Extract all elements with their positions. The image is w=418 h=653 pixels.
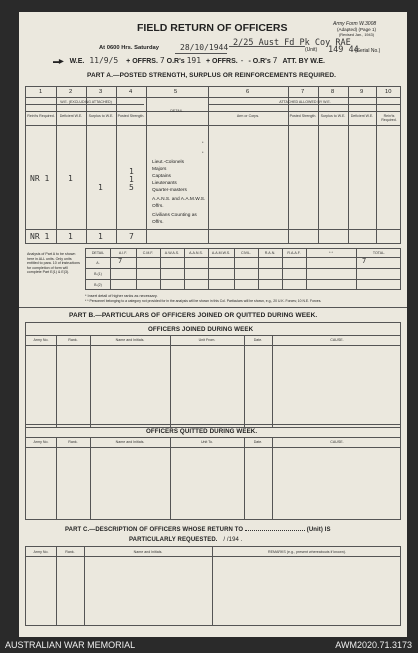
we-label: W.E.	[69, 58, 85, 65]
footer-left: AUSTRALIAN WAR MEMORIAL	[5, 640, 136, 650]
total-col2-value: 1	[68, 232, 73, 241]
part-c-header-remarks: REMARKS (e.g., present whereabouts if known).	[268, 550, 346, 554]
part-c-subtitle-text: PARTICULARLY REQUESTED.	[129, 537, 218, 543]
quitted-header-rank: Rank.	[68, 440, 78, 444]
total-col3-value: 1	[98, 232, 103, 241]
we-line	[53, 56, 325, 65]
quitted-table	[25, 424, 401, 520]
analysis-header-ran: R.A.N.	[264, 251, 276, 255]
date-handwritten: 28/10/1944	[180, 43, 229, 52]
detail-item: Majors	[152, 167, 167, 172]
joined-header-cause: CAUSE.	[330, 338, 344, 342]
or-label: O.R's	[166, 58, 185, 65]
footer-right: AWM2020.71.3173	[335, 640, 412, 650]
analysis-header-aans: A.A.N.S.	[189, 251, 203, 255]
we-value: 11/9/5	[89, 56, 119, 65]
col-number-1: 1	[39, 89, 43, 95]
part-c-title-text: PART C.—DESCRIPTION OF OFFICERS WHOSE RETURN TO	[65, 527, 244, 533]
part-c-header-army-no: Army No.	[33, 550, 49, 554]
detail-item: Lieutenants	[152, 181, 177, 186]
analysis-header-detail: DETAIL	[91, 251, 105, 255]
analysis-total-a: 7	[362, 257, 367, 265]
joined-header-rank: Rank.	[68, 338, 78, 342]
revised-label: (Revised Jan., 1943)	[339, 33, 375, 37]
part-c-header-rank: Rank.	[65, 550, 75, 554]
part-a-title: PART A.—POSTED STRENGTH, SURPLUS OR REINFORCEMENTS REQUIRED.	[87, 72, 337, 79]
posted-value-qm: 5	[129, 183, 134, 192]
detail-item: Lieut.-Colonels	[152, 160, 184, 165]
part-c-table	[25, 546, 401, 626]
analysis-header-civil: CIVIL.	[241, 251, 251, 255]
unit-handwritten: 2/25 Aust Fd Pk Coy RAE	[233, 38, 351, 48]
quitted-title: OFFICERS QUITTED DURING WEEK.	[146, 428, 258, 435]
part-c-unit-blank	[245, 530, 305, 531]
col-number-10: 10	[385, 89, 392, 95]
analysis-header-awas: A.W.A.S.	[164, 251, 180, 255]
analysis-header-cmf: C.M.F.	[142, 251, 154, 255]
joined-header-unit-from: Unit From.	[198, 338, 216, 342]
col-number-9: 9	[360, 89, 364, 95]
part-c-title-end: (Unit) IS	[306, 527, 331, 533]
col-number-5: 5	[174, 89, 178, 95]
serial-handwritten: 149 44	[328, 45, 359, 55]
offrs-value: 7	[159, 56, 165, 65]
group-right-header: ATTACHED ALLOWED BY W.E.	[279, 100, 331, 104]
detail-item: Quarter-masters	[152, 188, 187, 193]
analysis-header-aamws: A.A.M.W.S.	[211, 251, 231, 255]
header-arm-corps: Arm or Corps.	[236, 114, 260, 118]
analysis-header-aif: A.I.F.	[118, 251, 128, 255]
joined-header-date: Date.	[253, 338, 263, 342]
posted-value-lieutenants: 1	[129, 175, 134, 184]
adapted-label: (Adapted) (Page 1)	[337, 27, 377, 32]
part-b-title: PART B.—PARTICULARS OF OFFICERS JOINED OR QUITTED DURING WEEK.	[69, 312, 318, 319]
col-number-6: 6	[246, 89, 250, 95]
analysis-row-b1: B.(1)	[94, 272, 102, 276]
header-att-deficient: Deficient W.E.	[350, 114, 374, 118]
detail-item: Civilians Counting as Offrs.	[152, 213, 197, 225]
col-number-8: 8	[331, 89, 335, 95]
total-col4-value: 7	[129, 232, 134, 241]
header-reints-required: Rein'ts Required.	[27, 114, 55, 118]
detail-list	[152, 159, 206, 226]
footnote-1: * Insert detail of higher ranks as necessary.	[85, 294, 158, 298]
posted-value-captains: 1	[129, 167, 134, 176]
analysis-header-total: TOTAL.	[372, 251, 386, 255]
or2-label: - O.R's	[248, 58, 271, 65]
part-c-subtitle-date: / /194 .	[223, 537, 243, 543]
header-att-surplus: Surplus to W.E.	[320, 114, 346, 118]
header-att-reints: Rein'ts Required.	[381, 114, 397, 122]
analysis-row-a: A.	[96, 261, 100, 265]
quitted-header-date: Date.	[253, 440, 263, 444]
analysis-header-other: * *	[329, 251, 333, 255]
offrs2-value: -	[239, 56, 245, 65]
army-form-label: Army Form W.3008	[333, 21, 377, 27]
header-posted: Posted Strength.	[117, 114, 145, 118]
row-col1-value: NR 1	[30, 174, 50, 183]
col-number-3: 3	[99, 89, 103, 95]
att-label: ATT. BY W.E.	[282, 58, 325, 65]
analysis-table	[85, 248, 401, 290]
offrs2-label: + OFFRS.	[206, 58, 238, 65]
analysis-aif-a: 7	[118, 257, 123, 265]
offrs-label: OFFRS.	[132, 58, 158, 65]
col-number-4: 4	[129, 89, 133, 95]
asterisk-mark: *	[202, 141, 204, 145]
serial-label: (Serial No.)	[355, 48, 381, 54]
arrow-icon: ▬▶	[53, 59, 64, 65]
row-col2-value: 1	[68, 174, 73, 183]
or2-value: 7	[272, 56, 278, 65]
header-deficient: Deficient W.E.	[59, 114, 83, 118]
analysis-row-b2: B.(2)	[94, 283, 102, 287]
joined-title: OFFICERS JOINED DURING WEEK	[148, 326, 254, 333]
header-surplus: Surplus to W.E.	[88, 114, 114, 118]
joined-header-name: Name and Initials.	[115, 338, 145, 342]
total-col1-value: NR 1	[30, 232, 50, 241]
part-c-header-name: Name and Initials.	[133, 550, 163, 554]
form-sheet	[19, 12, 407, 637]
analysis-text: Analysis of Part A to be shown here in ALL units. Only units entitled to para. 10 of instructions for completion of form will complete Part E(1) & E(3).	[27, 252, 80, 275]
part-c-title	[65, 527, 331, 533]
col-number-2: 2	[69, 89, 73, 95]
form-title: FIELD RETURN OF OFFICERS	[137, 22, 288, 34]
part-a-table	[25, 86, 401, 244]
analysis-header-raaf: R.A.A.F.	[287, 251, 301, 255]
joined-header-army-no: Army No.	[33, 338, 49, 342]
detail-item: Captains	[152, 174, 171, 179]
header-att-posted: Posted Strength.	[289, 114, 317, 118]
unit-label: (Unit)	[305, 47, 318, 53]
quitted-header-cause: CAUSE.	[330, 440, 344, 444]
joined-table	[25, 322, 401, 428]
part-c-subtitle	[129, 537, 242, 543]
header-detail: DETAIL.	[170, 109, 184, 113]
detail-item: A.A.N.S. and A.A.M.W.S. Offrs.	[152, 197, 206, 209]
plus-sign: +	[126, 58, 131, 65]
quitted-header-unit-to: Unit To.	[200, 440, 214, 444]
quitted-header-name: Name and Initials.	[115, 440, 145, 444]
footnote-2: * * Personnel belonging to a category not provided for in the analysis will be shown in this Col. Particulars will be shown, e.g., 20 U.K. Forces; 10 N.E. Forces.	[85, 299, 322, 303]
at-line: At 0600 Hrs. Saturday	[99, 45, 159, 51]
group-left-header: W.E. (EXCLUDING ATTACHED)	[60, 100, 112, 104]
asterisk-mark: *	[202, 151, 204, 155]
col-number-7: 7	[301, 89, 305, 95]
quitted-header-army-no: Army No.	[33, 440, 49, 444]
row-col3-value: 1	[98, 183, 103, 192]
or-value: 191	[186, 56, 202, 65]
